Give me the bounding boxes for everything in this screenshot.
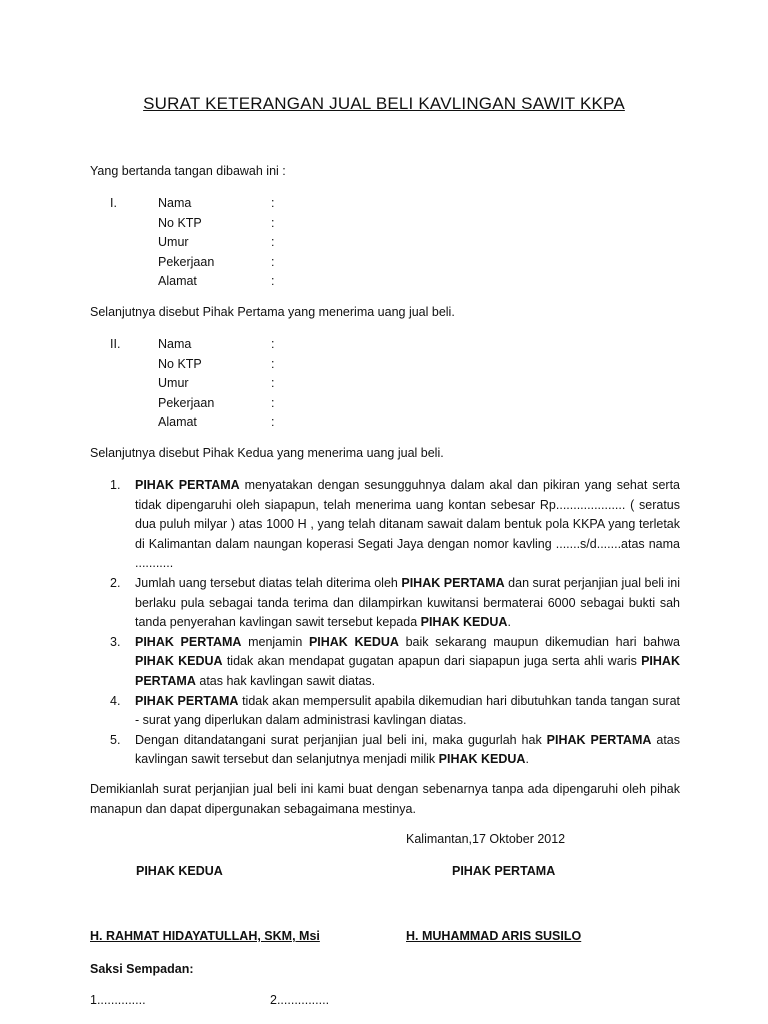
clause-emphasis: PIHAK PERTAMA [135,654,680,688]
party-one-note: Selanjutnya disebut Pihak Pertama yang menerima uang jual beli. [90,305,455,319]
field-colon: : [271,376,275,390]
signature-role-left: PIHAK KEDUA [136,864,223,878]
clause-text: menyatakan dengan sesungguhnya dalam akal dan pikiran yang sehat serta tidak dipengaruhi oleh siapapun, telah menerima uang kontan sebesar Rp.................... ( seratus dua puluh milyar ) atas 1000 H , yang telah ditanam sawait dalam bentuk pola KKPA yang terletak di Kalimantan dalam naungan koperasi Segati Jaya dengan nomor kavling .......s/d.......atas nama ........... [135,478,681,571]
closing-paragraph: Demikianlah surat perjanjian jual beli ini kami buat dengan sebenarnya tanpa ada dipengaruhi oleh pihak manapun dan dapat dipergunakan sebagaimana mestinya. [90,782,680,816]
clause-number: 3. [110,634,121,649]
witness-two-line: 2............... [270,993,330,1007]
clause-emphasis: PIHAK PERTAMA [135,634,242,649]
field-label: Nama [158,337,192,351]
clause-emphasis: PIHAK KEDUA [308,634,399,649]
clause-text: atas hak kavlingan sawit diatas. [195,673,376,688]
clause-text: menjamin [241,634,309,649]
clause-number: 4. [110,693,121,708]
field-colon: : [271,254,275,269]
signature-name-left: H. RAHMAT HIDAYATULLAH, SKM, Msi [90,929,320,943]
field-label: Umur [158,235,189,249]
field-colon: : [271,415,275,429]
clause-text: . [507,615,511,630]
clause-emphasis: PIHAK PERTAMA [135,693,239,708]
field-colon: : [271,356,275,371]
clause-text: tidak akan mempersulit apabila dikemudian hari dibutuhkan tanda tangan surat - surat yang diperlukan dalam administrasi kavlingan diatas. [135,693,680,728]
place-date: Kalimantan,17 Oktober 2012 [406,832,566,846]
clause-text: dan surat perjanjian jual beli ini berlaku pula sebagai tanda terima dan dilampirkan kuwitansi bermaterai 6000 sebagai bukti sah tanda penyerahan kavlingan sawit tersebut kepada [135,575,680,630]
intro-text: Yang bertanda tangan dibawah ini : [90,164,286,178]
clause-emphasis: PIHAK KEDUA [420,615,508,630]
field-label: No KTP [158,215,202,230]
clause-text: Dengan ditandatangani surat perjanjian jual beli ini, maka gugurlah hak [135,732,547,747]
clause-number: 2. [110,575,121,590]
field-colon: : [271,395,275,410]
field-colon: : [271,274,275,288]
clause-emphasis: PIHAK PERTAMA [135,478,240,492]
clause-emphasis: PIHAK PERTAMA [546,732,652,747]
party-two-number: II. [110,337,121,351]
clause-number: 1. [110,478,121,492]
clause-text: atas kavlingan sawit tersebut dan selanjutnya menjadi milik [135,732,680,767]
signature-name-right: H. MUHAMMAD ARIS SUSILO [406,929,582,943]
clause-item [110,692,680,731]
field-label: Umur [158,376,189,390]
field-label: Alamat [158,415,197,429]
clause-list [110,476,680,770]
witness-one-line: 1.............. [90,993,146,1007]
field-label: No KTP [158,356,202,371]
field-label: Pekerjaan [158,254,215,269]
party-two-note: Selanjutnya disebut Pihak Kedua yang menerima uang jual beli. [90,446,444,460]
document-title: SURAT KETERANGAN JUAL BELI KAVLINGAN SAWIT KKPA [143,94,625,113]
party-one-number: I. [110,196,117,210]
clause-item [110,476,680,574]
clause-item [110,574,680,633]
field-label: Alamat [158,274,197,288]
clause-item [110,731,680,770]
clause-emphasis: PIHAK PERTAMA [401,575,505,590]
signature-role-right: PIHAK PERTAMA [452,864,556,878]
clause-text: baik sekarang maupun dikemudian hari bahwa [398,634,680,649]
field-colon: : [271,196,275,210]
field-label: Pekerjaan [158,395,215,410]
field-colon: : [271,215,275,230]
clause-emphasis: PIHAK KEDUA [135,654,223,669]
field-label: Nama [158,196,192,210]
clause-number: 5. [110,732,121,747]
clause-text: tidak akan mendapat gugatan apapun dari siapapun juga serta ahli waris [222,654,642,669]
clause-text: . [525,752,529,767]
clause-emphasis: PIHAK KEDUA [438,752,526,767]
witness-label: Saksi Sempadan: [90,962,194,976]
field-colon: : [271,235,275,249]
clause-text: Jumlah uang tersebut diatas telah diterima oleh [135,575,402,590]
clause-item [110,633,680,692]
field-colon: : [271,337,275,351]
